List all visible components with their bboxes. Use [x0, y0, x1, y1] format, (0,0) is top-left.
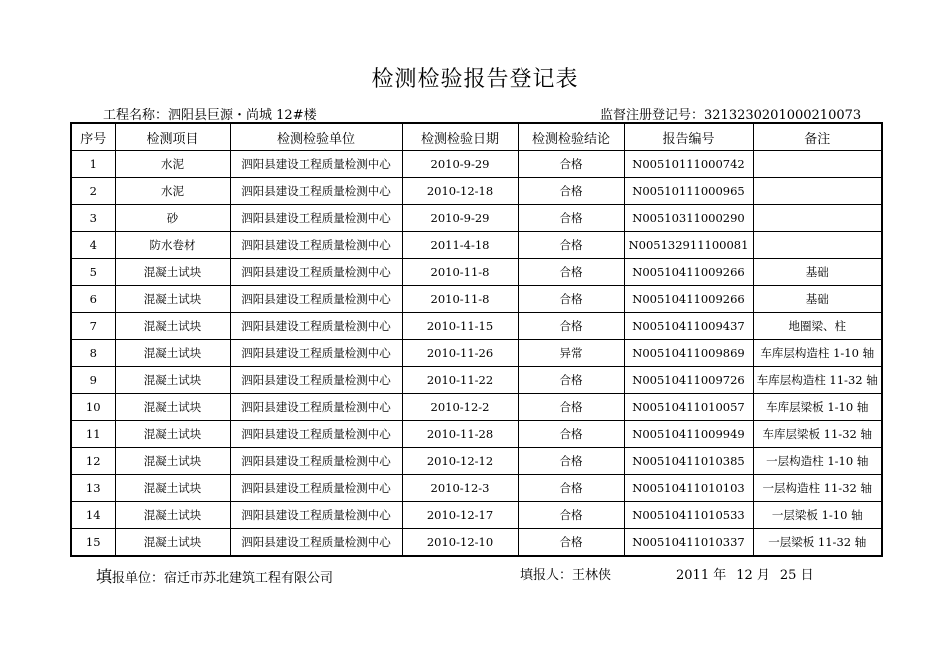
cell-index: 13 — [71, 475, 115, 502]
cell-index: 9 — [71, 367, 115, 394]
filing-year: 2011 年 — [676, 568, 727, 583]
header-date: 检测检验日期 — [402, 123, 518, 151]
filing-unit-label-first: 填 — [96, 567, 113, 586]
cell-unit: 泗阳县建设工程质量检测中心 — [230, 313, 402, 340]
table-header-row — [71, 123, 882, 151]
cell-report-no: N00510111000742 — [624, 151, 753, 178]
cell-remark: 基础 — [753, 259, 882, 286]
cell-index: 15 — [71, 529, 115, 557]
cell-remark: 基础 — [753, 286, 882, 313]
header-remark: 备注 — [753, 123, 882, 151]
table-row — [71, 286, 882, 313]
cell-unit: 泗阳县建设工程质量检测中心 — [230, 502, 402, 529]
cell-item: 混凝土试块 — [115, 394, 230, 421]
filing-person-label: 填报人： — [520, 568, 573, 583]
cell-item: 混凝土试块 — [115, 259, 230, 286]
cell-remark — [753, 205, 882, 232]
cell-conclusion: 合格 — [518, 313, 624, 340]
table-row — [71, 367, 882, 394]
cell-item: 混凝土试块 — [115, 502, 230, 529]
cell-report-no: N00510111000965 — [624, 178, 753, 205]
table-row — [71, 205, 882, 232]
cell-index: 8 — [71, 340, 115, 367]
cell-unit: 泗阳县建设工程质量检测中心 — [230, 475, 402, 502]
cell-conclusion: 合格 — [518, 421, 624, 448]
cell-conclusion: 合格 — [518, 502, 624, 529]
header-conclusion: 检测检验结论 — [518, 123, 624, 151]
filing-person-value: 王林侠 — [572, 568, 612, 583]
cell-report-no: N00510411010103 — [624, 475, 753, 502]
cell-unit: 泗阳县建设工程质量检测中心 — [230, 286, 402, 313]
cell-date: 2010-12-2 — [402, 394, 518, 421]
cell-unit: 泗阳县建设工程质量检测中心 — [230, 178, 402, 205]
registration-label: 监督注册登记号： — [600, 108, 705, 123]
cell-report-no: N00510311000290 — [624, 205, 753, 232]
cell-remark: 一层梁板 1-10 轴 — [753, 502, 882, 529]
cell-index: 6 — [71, 286, 115, 313]
cell-date: 2010-11-22 — [402, 367, 518, 394]
cell-item: 混凝土试块 — [115, 421, 230, 448]
cell-index: 14 — [71, 502, 115, 529]
table-row — [71, 178, 882, 205]
filing-unit-value: 宿迁市苏北建筑工程有限公司 — [164, 571, 334, 586]
table-row — [71, 475, 882, 502]
cell-unit: 泗阳县建设工程质量检测中心 — [230, 421, 402, 448]
cell-conclusion: 合格 — [518, 178, 624, 205]
cell-remark: 车库层构造柱 1-10 轴 — [753, 340, 882, 367]
registration-number — [600, 104, 861, 123]
cell-conclusion: 合格 — [518, 367, 624, 394]
cell-remark: 一层构造柱 11-32 轴 — [753, 475, 882, 502]
header-item: 检测项目 — [115, 123, 230, 151]
cell-item: 混凝土试块 — [115, 367, 230, 394]
table-row — [71, 232, 882, 259]
cell-conclusion: 合格 — [518, 475, 624, 502]
table-row — [71, 151, 882, 178]
project-name — [103, 104, 317, 123]
filing-date — [676, 564, 824, 583]
cell-conclusion: 合格 — [518, 394, 624, 421]
cell-item: 砂 — [115, 205, 230, 232]
table-row — [71, 340, 882, 367]
cell-conclusion: 合格 — [518, 151, 624, 178]
cell-unit: 泗阳县建设工程质量检测中心 — [230, 448, 402, 475]
table-row — [71, 448, 882, 475]
cell-item: 混凝土试块 — [115, 313, 230, 340]
cell-report-no: N00510411010385 — [624, 448, 753, 475]
cell-report-no: N00510411010057 — [624, 394, 753, 421]
header-report-no: 报告编号 — [624, 123, 753, 151]
cell-remark: 一层构造柱 1-10 轴 — [753, 448, 882, 475]
cell-index: 7 — [71, 313, 115, 340]
cell-unit: 泗阳县建设工程质量检测中心 — [230, 529, 402, 557]
cell-date: 2010-11-28 — [402, 421, 518, 448]
cell-date: 2010-9-29 — [402, 205, 518, 232]
cell-unit: 泗阳县建设工程质量检测中心 — [230, 151, 402, 178]
cell-remark — [753, 178, 882, 205]
cell-remark — [753, 151, 882, 178]
cell-index: 11 — [71, 421, 115, 448]
table-row — [71, 421, 882, 448]
cell-item: 混凝土试块 — [115, 448, 230, 475]
table-row — [71, 394, 882, 421]
cell-remark: 一层梁板 11-32 轴 — [753, 529, 882, 557]
cell-remark — [753, 232, 882, 259]
page-title: 检测检验报告登记表 — [371, 67, 579, 92]
filing-day: 25 日 — [779, 568, 814, 583]
registration-value: 3213230201000210073 — [704, 108, 862, 123]
cell-report-no: N00510411009869 — [624, 340, 753, 367]
cell-remark: 车库层构造柱 11-32 轴 — [753, 367, 882, 394]
cell-index: 10 — [71, 394, 115, 421]
filing-month: 12 月 — [736, 568, 770, 583]
cell-conclusion: 合格 — [518, 448, 624, 475]
cell-item: 水泥 — [115, 178, 230, 205]
cell-report-no: N00510411010337 — [624, 529, 753, 557]
cell-date: 2010-12-10 — [402, 529, 518, 557]
cell-item: 混凝土试块 — [115, 475, 230, 502]
table-row — [71, 259, 882, 286]
project-name-value: 泗阳县巨源・尚城 12#楼 — [168, 108, 317, 123]
cell-item: 混凝土试块 — [115, 340, 230, 367]
project-name-label: 工程名称： — [103, 108, 169, 123]
header-index: 序号 — [71, 123, 115, 151]
cell-conclusion: 异常 — [518, 340, 624, 367]
cell-conclusion: 合格 — [518, 259, 624, 286]
cell-conclusion: 合格 — [518, 286, 624, 313]
cell-conclusion: 合格 — [518, 529, 624, 557]
cell-index: 3 — [71, 205, 115, 232]
cell-unit: 泗阳县建设工程质量检测中心 — [230, 340, 402, 367]
cell-index: 4 — [71, 232, 115, 259]
cell-conclusion: 合格 — [518, 205, 624, 232]
cell-item: 混凝土试块 — [115, 286, 230, 313]
cell-unit: 泗阳县建设工程质量检测中心 — [230, 259, 402, 286]
table-row — [71, 313, 882, 340]
cell-unit: 泗阳县建设工程质量检测中心 — [230, 394, 402, 421]
table-body — [71, 151, 882, 557]
cell-date: 2010-12-12 — [402, 448, 518, 475]
cell-date: 2011-4-18 — [402, 232, 518, 259]
cell-date: 2010-12-18 — [402, 178, 518, 205]
cell-date: 2010-12-3 — [402, 475, 518, 502]
cell-date: 2010-9-29 — [402, 151, 518, 178]
cell-report-no: N00510411010533 — [624, 502, 753, 529]
filing-person — [520, 564, 611, 583]
cell-unit: 泗阳县建设工程质量检测中心 — [230, 367, 402, 394]
cell-index: 1 — [71, 151, 115, 178]
cell-unit: 泗阳县建设工程质量检测中心 — [230, 232, 402, 259]
cell-conclusion: 合格 — [518, 232, 624, 259]
cell-item: 水泥 — [115, 151, 230, 178]
cell-unit: 泗阳县建设工程质量检测中心 — [230, 205, 402, 232]
table-row — [71, 502, 882, 529]
cell-index: 12 — [71, 448, 115, 475]
cell-report-no: N005132911100081 — [624, 232, 753, 259]
cell-date: 2010-11-15 — [402, 313, 518, 340]
cell-report-no: N00510411009949 — [624, 421, 753, 448]
cell-date: 2010-12-17 — [402, 502, 518, 529]
cell-report-no: N00510411009437 — [624, 313, 753, 340]
cell-date: 2010-11-26 — [402, 340, 518, 367]
cell-item: 混凝土试块 — [115, 529, 230, 557]
filing-unit — [96, 564, 333, 587]
cell-report-no: N00510411009726 — [624, 367, 753, 394]
cell-index: 5 — [71, 259, 115, 286]
cell-remark: 地圈梁、柱 — [753, 313, 882, 340]
header-unit: 检测检验单位 — [230, 123, 402, 151]
filing-unit-label: 报单位： — [112, 571, 165, 586]
cell-date: 2010-11-8 — [402, 259, 518, 286]
cell-index: 2 — [71, 178, 115, 205]
cell-report-no: N00510411009266 — [624, 286, 753, 313]
cell-remark: 车库层梁板 1-10 轴 — [753, 394, 882, 421]
report-register-table — [70, 122, 883, 557]
cell-item: 防水卷材 — [115, 232, 230, 259]
cell-report-no: N00510411009266 — [624, 259, 753, 286]
cell-remark: 车库层梁板 11-32 轴 — [753, 421, 882, 448]
table-row — [71, 529, 882, 557]
cell-date: 2010-11-8 — [402, 286, 518, 313]
